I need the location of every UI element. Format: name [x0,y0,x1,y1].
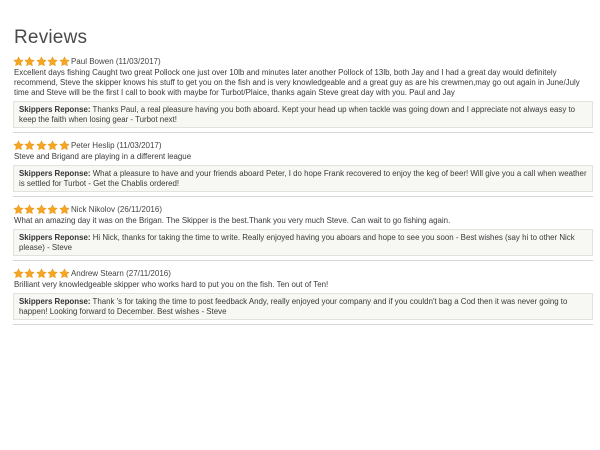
review-header [13,55,593,67]
star-icon [24,140,35,151]
review-item [13,139,593,197]
star-rating [13,56,70,67]
review-text: What an amazing day it was on the Brigan. The Skipper is the best.Thank you very much Steve. Can wait to go fishing again. [14,216,451,225]
star-rating [13,204,70,215]
reply-label: Skippers Reponse: [19,233,91,242]
reply-label: Skippers Reponse: [19,297,91,306]
review-date: (27/11/2016) [126,268,171,278]
review-date: (26/11/2016) [117,204,162,214]
star-icon [59,56,70,67]
skipper-reply [13,293,593,320]
star-icon [13,56,24,67]
review-author: Paul Bowen [70,56,114,66]
star-icon [13,204,24,215]
review-item [13,267,593,325]
skipper-reply [13,229,593,256]
star-icon [47,204,58,215]
star-icon [36,56,47,67]
star-rating [13,268,70,279]
review-text: Steve and Brigand are playing in a different league [14,152,192,161]
reply-text: Thank 's for taking the time to post feedback Andy, really enjoyed your company and if you couldn't bag a Cod then it was never going to happen! Looking forward to December. Best wishes - Steve [19,297,568,316]
review-item [13,55,593,133]
star-icon [36,268,47,279]
star-icon [47,56,58,67]
reply-label: Skippers Reponse: [19,105,91,114]
review-header [13,203,593,215]
reviews-heading: Reviews [14,27,88,48]
review-header [13,267,593,279]
star-icon [24,56,35,67]
reply-text: Hi Nick, thanks for taking the time to write. Really enjoyed having you aboars and hope to see you soon - Best wishes (say hi to other Nick please) - Steve [19,233,575,252]
star-icon [13,268,24,279]
review-item [13,203,593,261]
review-text: Excellent days fishing Caught two great Pollock one just over 10lb and minutes later another Pollock of 13lb, both Jay and I had a great day would definitely recommend, Steve the skipper knows his stuff to get you on the fish and is very knowledgeable and a great guy as are his crewmen,may go out again in June/July time and Steve will be the first I call to book with maybe for Turbot/Plaice, thanks again Steve great day with you. Paul and Jay [14,68,580,97]
star-icon [59,268,70,279]
star-icon [13,140,24,151]
star-icon [24,204,35,215]
star-icon [47,140,58,151]
review-author: Andrew Stearn [70,268,124,278]
reply-text: Thanks Paul, a real pleasure having you both aboard. Kept your head up when tackle was going down and I appreciate not always easy to keep the faith when losing gear - Turbot next! [19,105,576,124]
star-icon [36,140,47,151]
star-icon [47,268,58,279]
star-rating [13,140,70,151]
skipper-reply [13,101,593,128]
reply-text: What a pleasure to have and your friends aboard Peter, I do hope Frank recovered to enjoy the keg of beer! Will give you a call when weather is settled for Turbot - Get the Chablis ordered! [19,169,587,188]
review-author: Peter Heslip [70,140,115,150]
review-date: (11/03/2017) [116,140,162,150]
star-icon [24,268,35,279]
star-icon [36,204,47,215]
review-header [13,139,593,151]
star-icon [59,204,70,215]
reviews-section [13,26,593,331]
review-date: (11/03/2017) [115,56,161,66]
reply-label: Skippers Reponse: [19,169,91,178]
star-icon [59,140,70,151]
review-author: Nick Nikolov [70,204,115,214]
skipper-reply [13,165,593,192]
review-text: Brilliant very knowledgeable skipper who works hard to put you on the fish. Ten out of Ten! [14,280,329,289]
